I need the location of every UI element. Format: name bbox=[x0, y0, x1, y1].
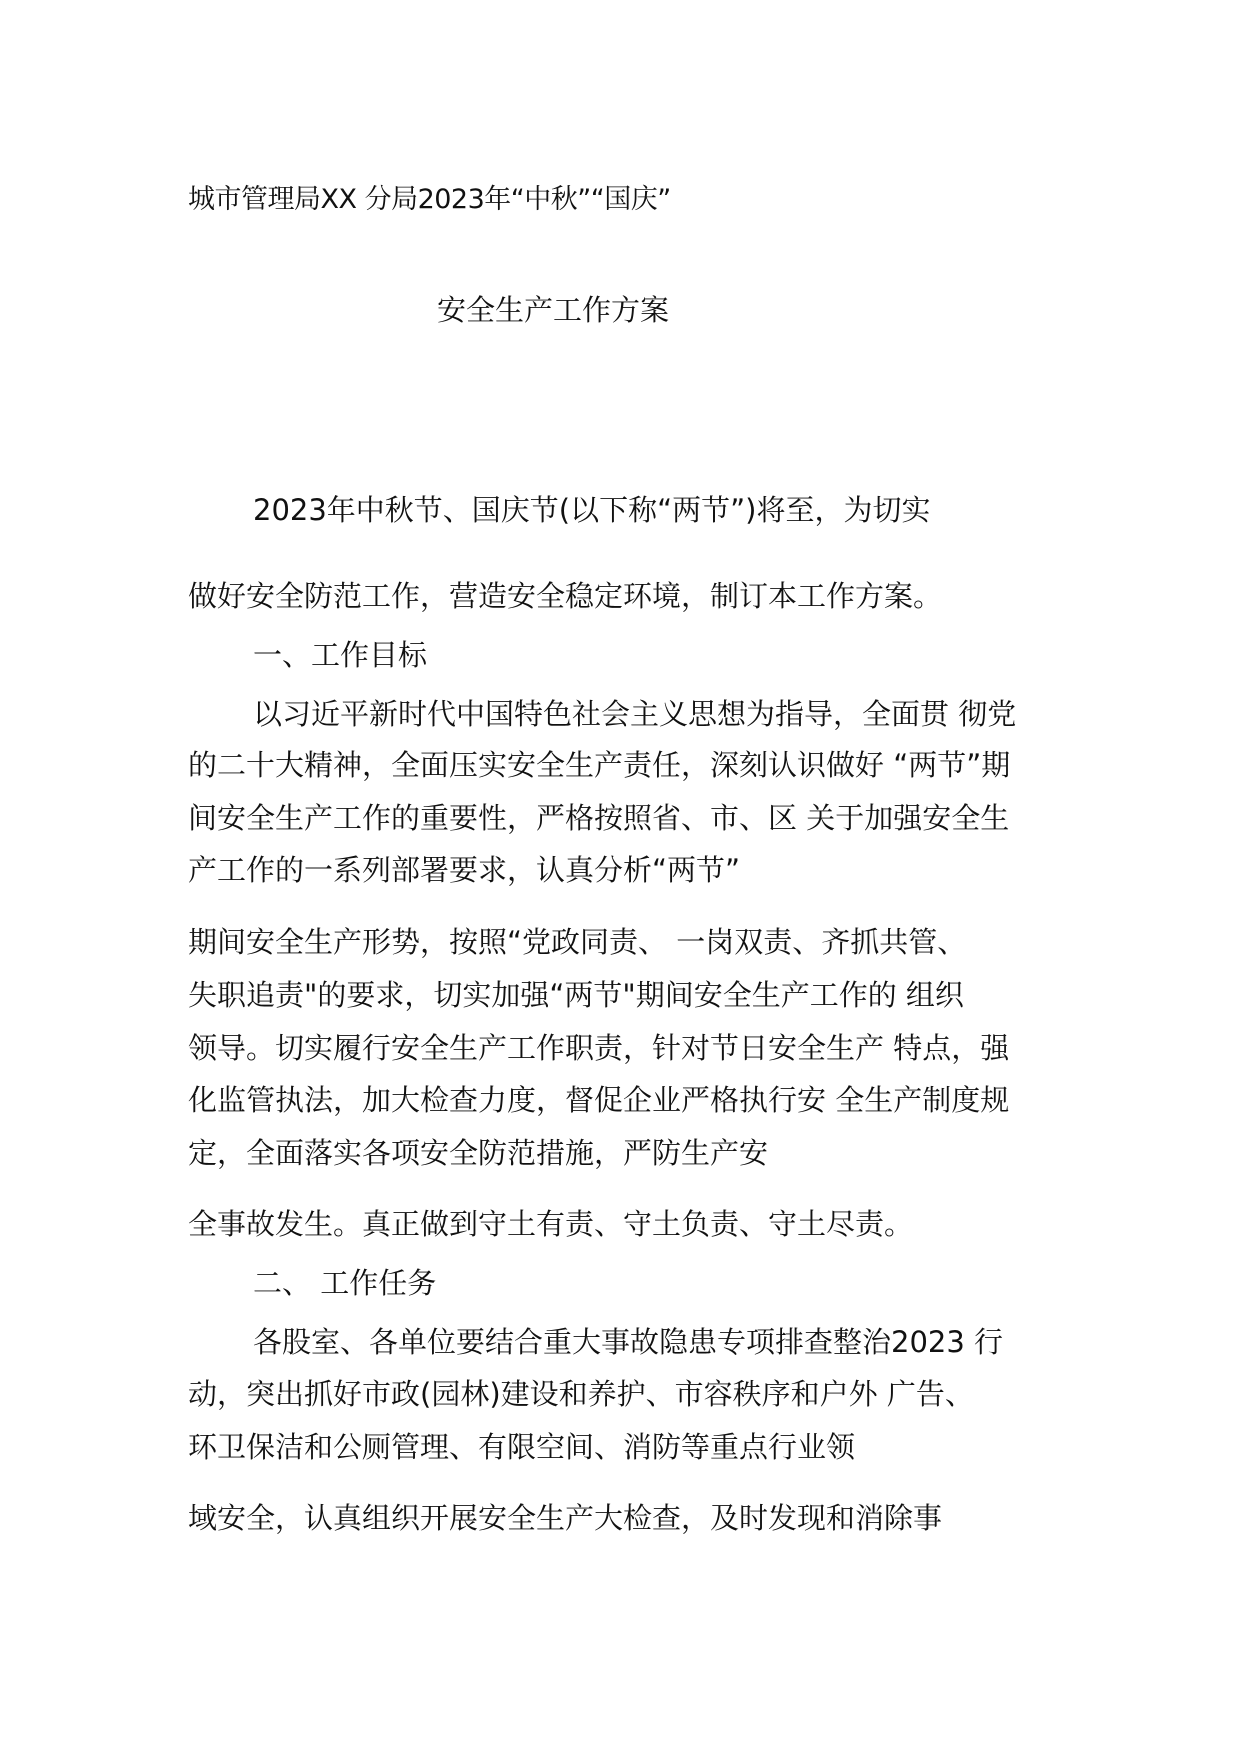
paragraph-line: 产工作的一系列部署要求，认真分析“两节” bbox=[188, 853, 741, 887]
paragraph-line: 全事故发生。真正做到守土有责、守土负责、守土尽责。 bbox=[188, 1207, 914, 1241]
paragraph-line: 的二十大精神，全面压实安全生产责任，深刻认识做好 “两节”期 bbox=[188, 748, 1011, 782]
paragraph-line: 环卫保洁和公厕管理、有限空间、消防等重点行业领 bbox=[188, 1430, 856, 1464]
paragraph-line: 领导。切实履行安全生产工作职责，针对节日安全生产 特点，强 bbox=[188, 1031, 1010, 1065]
paragraph-line: 动，突出抓好市政(园林)建设和养护、市容秩序和户外 广告、 bbox=[188, 1377, 974, 1411]
paragraph-line: 期间安全生产形势，按照“党政同责、 一岗双责、齐抓共管、 bbox=[188, 925, 967, 959]
section-heading: 一、工作目标 bbox=[253, 638, 428, 672]
document-title-line-2: 安全生产工作方案 bbox=[437, 293, 670, 327]
paragraph-line: 域安全，认真组织开展安全生产大检查，及时发现和消除事 bbox=[188, 1501, 943, 1535]
paragraph-line: 以习近平新时代中国特色社会主义思想为指导，全面贯 彻党 bbox=[253, 697, 1017, 731]
paragraph-line: 各股室、各单位要结合重大事故隐患专项排查整治2023 行 bbox=[253, 1325, 1004, 1359]
paragraph-line: 做好安全防范工作，营造安全稳定环境，制订本工作方案。 bbox=[188, 579, 943, 613]
paragraph-line: 定，全面落实各项安全防范措施，严防生产安 bbox=[188, 1136, 769, 1170]
section-heading: 二、 工作任务 bbox=[253, 1266, 437, 1300]
document-title-line-1: 城市管理局XX 分局2023年“中秋”“国庆” bbox=[188, 184, 671, 215]
paragraph-line: 化监管执法，加大检查力度，督促企业严格执行安 全生产制度规 bbox=[188, 1083, 1010, 1117]
paragraph-line: 间安全生产工作的重要性，严格按照省、市、区 关于加强安全生 bbox=[188, 801, 1010, 835]
paragraph-line: 失职追责"的要求，切实加强“两节"期间安全生产工作的 组织 bbox=[188, 978, 964, 1012]
paragraph-line: 2023年中秋节、国庆节(以下称“两节”)将至，为切实 bbox=[253, 493, 931, 527]
